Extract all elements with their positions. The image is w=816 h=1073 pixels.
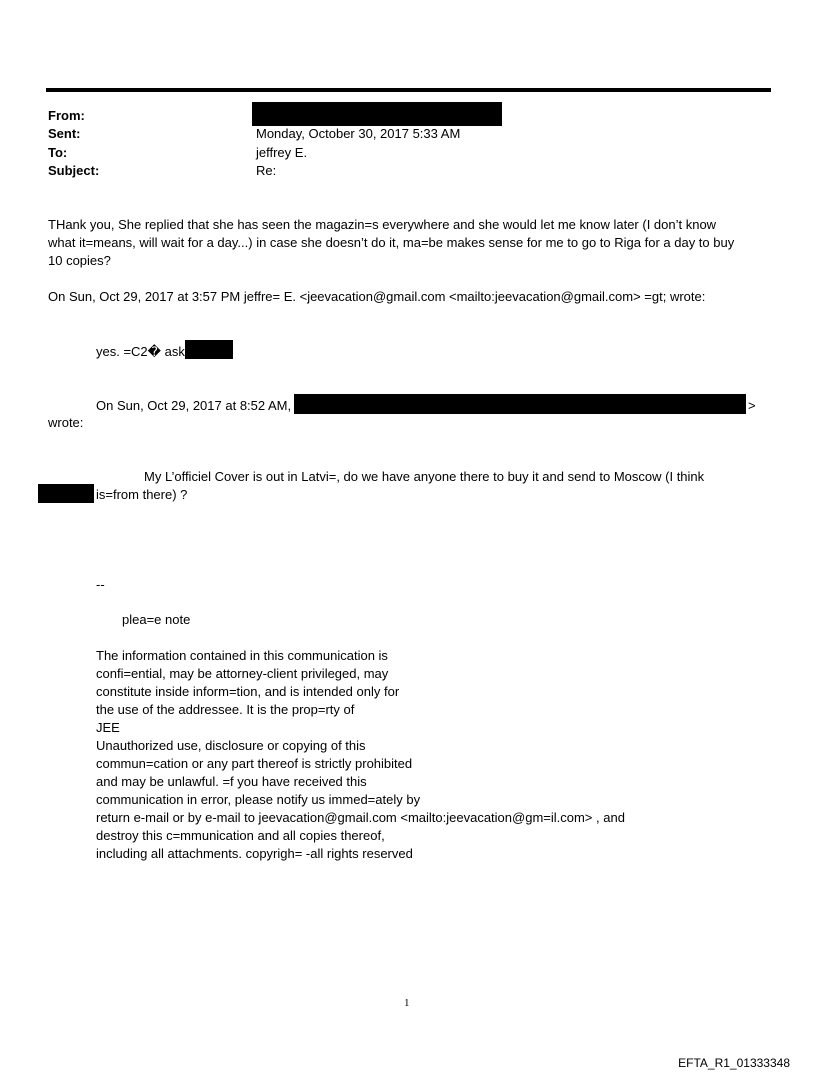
quote2-header-start: On Sun, Oct 29, 2017 at 8:52 AM,	[96, 398, 292, 413]
disclaimer-line: communication in error, please notify us immed=ately by	[96, 792, 421, 807]
quote2-header-end: >	[748, 398, 756, 413]
subject-value: Re:	[256, 163, 277, 178]
to-value: jeffrey E.	[256, 145, 308, 160]
reply-line-3: 10 copies?	[48, 253, 111, 268]
signature-dashes: --	[96, 577, 105, 592]
disclaimer-line: return e-mail or by e-mail to jeevacation@gmail.com <mailto:jeevacation@gm=il.com> , and	[96, 810, 625, 825]
to-label: To:	[48, 145, 68, 160]
disclaimer-line: JEE	[96, 720, 120, 735]
original-line-2: is=from there) ?	[96, 487, 188, 502]
original-redaction	[38, 484, 94, 503]
bates-number: EFTA_R1_01333348	[678, 1056, 790, 1070]
from-label: From:	[48, 108, 85, 123]
page-number: 1	[404, 997, 410, 1009]
original-line-1: My L’officiel Cover is out in Latvi=, do we have anyone there to buy it and send to Moscow (I think	[144, 469, 705, 484]
disclaimer	[96, 647, 625, 863]
from-redaction	[252, 102, 502, 126]
disclaimer-line: destroy this c=mmunication and all copies thereof,	[96, 828, 385, 843]
please-note: plea=e note	[122, 612, 191, 627]
disclaimer-line: The information contained in this communication is	[96, 648, 388, 663]
disclaimer-line: the use of the addressee. It is the prop=rty of	[96, 702, 355, 717]
quote1-text: yes. =C2� ask	[96, 344, 185, 359]
disclaimer-line: Unauthorized use, disclosure or copying of this	[96, 738, 366, 753]
quote1-header: On Sun, Oct 29, 2017 at 3:57 PM jeffre= E. <jeevacation@gmail.com <mailto:jeevacation@gmail.com> =gt; wrote:	[48, 289, 706, 304]
quote2-redaction	[294, 394, 746, 414]
reply-line-2: what it=means, will wait for a day...) in case she doesn’t do it, ma=be makes sense for me to go to Riga for a day to buy	[48, 235, 735, 250]
disclaimer-line: constitute inside inform=tion, and is intended only for	[96, 684, 400, 699]
sent-value: Monday, October 30, 2017 5:33 AM	[256, 126, 461, 141]
disclaimer-line: including all attachments. copyrigh= -all rights reserved	[96, 846, 413, 861]
quote1-redaction	[185, 340, 233, 359]
disclaimer-line: and may be unlawful. =f you have received this	[96, 774, 367, 789]
reply-line-1: THank you, She replied that she has seen the magazin=s everywhere and she would let me know later (I don’t know	[48, 217, 717, 232]
subject-label: Subject:	[48, 163, 100, 178]
disclaimer-line: confi=ential, may be attorney-client privileged, may	[96, 666, 389, 681]
header-rule	[46, 88, 771, 92]
quote2-wrote: wrote:	[48, 415, 84, 430]
disclaimer-line: commun=cation or any part thereof is strictly prohibited	[96, 756, 413, 771]
sent-label: Sent:	[48, 126, 81, 141]
